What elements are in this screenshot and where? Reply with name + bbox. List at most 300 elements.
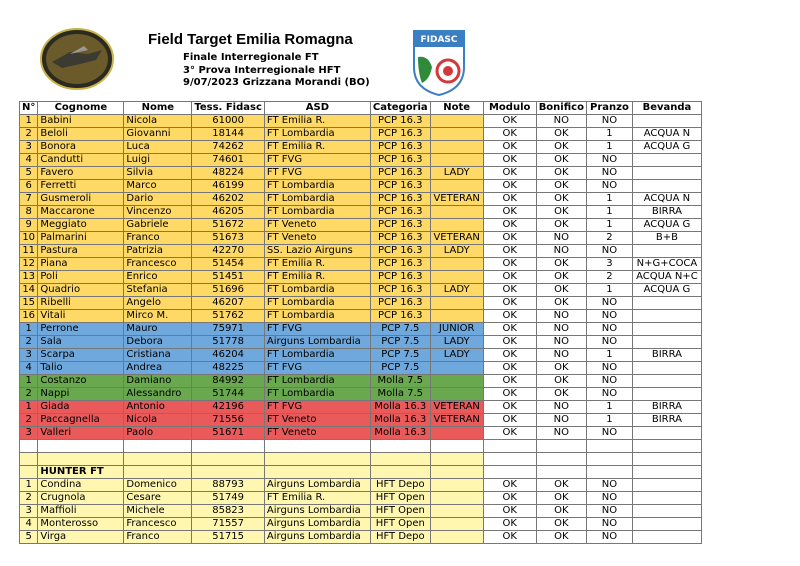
cell-drink: BIRRA xyxy=(632,401,701,414)
cell-number: 8 xyxy=(20,206,38,219)
cell-category: PCP 16.3 xyxy=(370,284,430,297)
cell-name: Angelo xyxy=(124,297,192,310)
cell-category: PCP 16.3 xyxy=(370,128,430,141)
cell-number xyxy=(20,466,38,479)
cell-category: PCP 16.3 xyxy=(370,115,430,128)
cell-number: 7 xyxy=(20,193,38,206)
cell-card: 48224 xyxy=(192,167,265,180)
cell-number: 9 xyxy=(20,219,38,232)
cell-payment: OK xyxy=(536,531,586,544)
cell-payment: OK xyxy=(536,128,586,141)
cell-form: OK xyxy=(483,128,536,141)
cell-drink xyxy=(632,336,701,349)
cell-card: 51749 xyxy=(192,492,265,505)
cell-drink: ACQUA N xyxy=(632,193,701,206)
cell-drink xyxy=(632,180,701,193)
cell-note: VETERAN xyxy=(430,414,483,427)
cell-club: FT FVG xyxy=(264,323,370,336)
cell-note xyxy=(430,375,483,388)
cell-drink xyxy=(632,323,701,336)
cell-category: PCP 16.3 xyxy=(370,206,430,219)
cell-form: OK xyxy=(483,310,536,323)
cell-category: PCP 7.5 xyxy=(370,362,430,375)
cell-number: 1 xyxy=(20,479,38,492)
cell-surname: Perrone xyxy=(38,323,124,336)
cell-number: 2 xyxy=(20,492,38,505)
cell-note xyxy=(430,466,483,479)
cell-lunch: 1 xyxy=(586,128,632,141)
cell-category: PCP 16.3 xyxy=(370,180,430,193)
cell-surname: Sala xyxy=(38,336,124,349)
cell-note xyxy=(430,505,483,518)
cell-drink xyxy=(632,466,701,479)
cell-payment: OK xyxy=(536,388,586,401)
cell-club: FT Lombardia xyxy=(264,180,370,193)
cell-surname: Favero xyxy=(38,167,124,180)
cell-form: OK xyxy=(483,518,536,531)
cell-number: 13 xyxy=(20,271,38,284)
cell-payment: OK xyxy=(536,271,586,284)
cell-note xyxy=(430,128,483,141)
cell-number: 4 xyxy=(20,154,38,167)
cell-lunch: 1 xyxy=(586,141,632,154)
cell-note xyxy=(430,453,483,466)
cell-drink xyxy=(632,362,701,375)
cell-lunch xyxy=(586,440,632,453)
cell-name: Franco xyxy=(124,232,192,245)
cell-note: LADY xyxy=(430,349,483,362)
cell-number: 3 xyxy=(20,141,38,154)
cell-drink: BIRRA xyxy=(632,349,701,362)
cell-payment: NO xyxy=(536,427,586,440)
cell-category: PCP 16.3 xyxy=(370,219,430,232)
cell-note xyxy=(430,388,483,401)
cell-lunch: 1 xyxy=(586,284,632,297)
cell-surname: Maffioli xyxy=(38,505,124,518)
cell-card: 71557 xyxy=(192,518,265,531)
cell-name: Mirco M. xyxy=(124,310,192,323)
cell-lunch: NO xyxy=(586,479,632,492)
cell-number: 4 xyxy=(20,518,38,531)
cell-form: OK xyxy=(483,362,536,375)
cell-number xyxy=(20,440,38,453)
cell-name xyxy=(124,440,192,453)
cell-lunch: 1 xyxy=(586,206,632,219)
cell-surname: Monterosso xyxy=(38,518,124,531)
cell-category: PCP 16.3 xyxy=(370,297,430,310)
cell-category: HFT Open xyxy=(370,518,430,531)
cell-drink xyxy=(632,167,701,180)
cell-note xyxy=(430,206,483,219)
cell-name: Mauro xyxy=(124,323,192,336)
cell-lunch: NO xyxy=(586,375,632,388)
cell-club: FT FVG xyxy=(264,167,370,180)
cell-form: OK xyxy=(483,323,536,336)
cell-card: 51673 xyxy=(192,232,265,245)
cell-payment: OK xyxy=(536,505,586,518)
cell-note: VETERAN xyxy=(430,193,483,206)
cell-name: Andrea xyxy=(124,362,192,375)
cell-surname: Ferretti xyxy=(38,180,124,193)
table-row xyxy=(20,336,702,349)
cell-surname: Maccarone xyxy=(38,206,124,219)
cell-note xyxy=(430,310,483,323)
cell-name: Stefania xyxy=(124,284,192,297)
cell-card: 42196 xyxy=(192,401,265,414)
col-header-surname: Cognome xyxy=(38,102,124,115)
cell-card: 88793 xyxy=(192,479,265,492)
table-row xyxy=(20,258,702,271)
table-row xyxy=(20,154,702,167)
cell-number: 5 xyxy=(20,531,38,544)
table-row xyxy=(20,440,702,453)
cell-form: OK xyxy=(483,219,536,232)
cell-drink xyxy=(632,453,701,466)
cell-surname: Gusmeroli xyxy=(38,193,124,206)
table-row xyxy=(20,479,702,492)
table-row xyxy=(20,297,702,310)
table-row xyxy=(20,375,702,388)
cell-club: Airguns Lombardia xyxy=(264,479,370,492)
cell-form: OK xyxy=(483,271,536,284)
cell-category: Molla 16.3 xyxy=(370,401,430,414)
cell-payment: OK xyxy=(536,518,586,531)
cell-note xyxy=(430,154,483,167)
cell-name: Nicola xyxy=(124,115,192,128)
cell-category: PCP 16.3 xyxy=(370,193,430,206)
cell-club: Airguns Lombardia xyxy=(264,336,370,349)
cell-card: 51671 xyxy=(192,427,265,440)
cell-name: Debora xyxy=(124,336,192,349)
cell-name: Patrizia xyxy=(124,245,192,258)
cell-category xyxy=(370,466,430,479)
cell-lunch: 1 xyxy=(586,219,632,232)
cell-lunch: 1 xyxy=(586,193,632,206)
cell-drink: ACQUA G xyxy=(632,141,701,154)
club-logo-icon xyxy=(40,28,114,90)
cell-card: 51451 xyxy=(192,271,265,284)
cell-card: 18144 xyxy=(192,128,265,141)
cell-club: FT Lombardia xyxy=(264,297,370,310)
cell-payment: OK xyxy=(536,180,586,193)
cell-lunch: 2 xyxy=(586,271,632,284)
cell-drink: N+G+COCA xyxy=(632,258,701,271)
table-row xyxy=(20,219,702,232)
cell-drink xyxy=(632,297,701,310)
cell-card: 61000 xyxy=(192,115,265,128)
cell-drink: BIRRA xyxy=(632,206,701,219)
cell-drink xyxy=(632,518,701,531)
cell-name: Paolo xyxy=(124,427,192,440)
cell-lunch: NO xyxy=(586,531,632,544)
cell-club: FT Veneto xyxy=(264,232,370,245)
cell-drink: ACQUA N xyxy=(632,128,701,141)
cell-surname: Ribelli xyxy=(38,297,124,310)
cell-name: Franco xyxy=(124,531,192,544)
table-row xyxy=(20,401,702,414)
cell-form: OK xyxy=(483,375,536,388)
cell-number: 16 xyxy=(20,310,38,323)
cell-lunch: NO xyxy=(586,518,632,531)
cell-lunch: 1 xyxy=(586,414,632,427)
col-header-number: N° xyxy=(20,102,38,115)
cell-number: 5 xyxy=(20,167,38,180)
cell-name: Antonio xyxy=(124,401,192,414)
cell-surname: Babini xyxy=(38,115,124,128)
cell-note xyxy=(430,531,483,544)
cell-payment: OK xyxy=(536,193,586,206)
cell-card: 74601 xyxy=(192,154,265,167)
table-body xyxy=(20,115,702,544)
cell-payment: NO xyxy=(536,349,586,362)
cell-drink: B+B xyxy=(632,232,701,245)
cell-number: 14 xyxy=(20,284,38,297)
cell-name: Luca xyxy=(124,141,192,154)
cell-club: FT Lombardia xyxy=(264,193,370,206)
table-row xyxy=(20,466,702,479)
cell-card: 46207 xyxy=(192,297,265,310)
cell-note: JUNIOR xyxy=(430,323,483,336)
cell-category: PCP 16.3 xyxy=(370,310,430,323)
cell-card: 48225 xyxy=(192,362,265,375)
cell-form xyxy=(483,453,536,466)
cell-lunch: NO xyxy=(586,297,632,310)
cell-payment: OK xyxy=(536,167,586,180)
cell-category: Molla 16.3 xyxy=(370,414,430,427)
cell-name: Silvia xyxy=(124,167,192,180)
cell-name: Luigi xyxy=(124,154,192,167)
cell-category: HFT Depo xyxy=(370,479,430,492)
table-row xyxy=(20,492,702,505)
cell-form: OK xyxy=(483,141,536,154)
col-header-club: ASD xyxy=(264,102,370,115)
cell-club: Airguns Lombardia xyxy=(264,518,370,531)
cell-card: 51778 xyxy=(192,336,265,349)
cell-note xyxy=(430,492,483,505)
cell-category: HFT Open xyxy=(370,492,430,505)
cell-note xyxy=(430,115,483,128)
cell-category: PCP 7.5 xyxy=(370,323,430,336)
cell-club: FT FVG xyxy=(264,401,370,414)
cell-surname: Candutti xyxy=(38,154,124,167)
table-row xyxy=(20,180,702,193)
cell-number: 2 xyxy=(20,414,38,427)
cell-club xyxy=(264,466,370,479)
cell-lunch: NO xyxy=(586,336,632,349)
cell-category: Molla 7.5 xyxy=(370,375,430,388)
cell-category xyxy=(370,440,430,453)
col-header-form: Modulo xyxy=(483,102,536,115)
cell-form: OK xyxy=(483,492,536,505)
table-row xyxy=(20,206,702,219)
cell-club: FT Lombardia xyxy=(264,206,370,219)
cell-category: PCP 16.3 xyxy=(370,245,430,258)
col-header-drink: Bevanda xyxy=(632,102,701,115)
cell-card: 46202 xyxy=(192,193,265,206)
table-row xyxy=(20,453,702,466)
cell-note xyxy=(430,258,483,271)
table-row xyxy=(20,310,702,323)
subtitle-date-location: 9/07/2023 Grizzana Morandi (BO) xyxy=(183,77,370,88)
cell-payment: OK xyxy=(536,219,586,232)
cell-note: LADY xyxy=(430,167,483,180)
table-row xyxy=(20,531,702,544)
cell-category: PCP 16.3 xyxy=(370,232,430,245)
cell-drink: ACQUA N+C xyxy=(632,271,701,284)
cell-surname: Vitali xyxy=(38,310,124,323)
cell-form: OK xyxy=(483,349,536,362)
cell-surname: Palmarini xyxy=(38,232,124,245)
table-row xyxy=(20,193,702,206)
cell-payment xyxy=(536,453,586,466)
cell-payment: NO xyxy=(536,310,586,323)
cell-form: OK xyxy=(483,167,536,180)
cell-payment: OK xyxy=(536,141,586,154)
cell-club: FT Lombardia xyxy=(264,375,370,388)
cell-club: Airguns Lombardia xyxy=(264,531,370,544)
table-row xyxy=(20,518,702,531)
cell-number: 11 xyxy=(20,245,38,258)
cell-name xyxy=(124,453,192,466)
cell-surname: Piana xyxy=(38,258,124,271)
col-header-payment: Bonifico xyxy=(536,102,586,115)
table-row xyxy=(20,232,702,245)
cell-payment: OK xyxy=(536,375,586,388)
cell-drink: ACQUA G xyxy=(632,219,701,232)
cell-form: OK xyxy=(483,414,536,427)
cell-lunch: 1 xyxy=(586,401,632,414)
cell-number: 3 xyxy=(20,505,38,518)
cell-card: 51672 xyxy=(192,219,265,232)
cell-payment xyxy=(536,466,586,479)
cell-note xyxy=(430,440,483,453)
cell-drink xyxy=(632,492,701,505)
table-row xyxy=(20,414,702,427)
cell-payment: OK xyxy=(536,297,586,310)
cell-number: 1 xyxy=(20,401,38,414)
cell-club: FT Lombardia xyxy=(264,128,370,141)
cell-lunch: NO xyxy=(586,245,632,258)
cell-card: 85823 xyxy=(192,505,265,518)
cell-drink xyxy=(632,375,701,388)
cell-card: 46204 xyxy=(192,349,265,362)
cell-drink: BIRRA xyxy=(632,414,701,427)
cell-form: OK xyxy=(483,401,536,414)
cell-note xyxy=(430,479,483,492)
cell-club: FT Emilia R. xyxy=(264,115,370,128)
cell-form: OK xyxy=(483,479,536,492)
cell-note: LADY xyxy=(430,245,483,258)
cell-lunch: NO xyxy=(586,154,632,167)
cell-payment: NO xyxy=(536,245,586,258)
cell-name: Domenico xyxy=(124,479,192,492)
cell-club: Airguns Lombardia xyxy=(264,505,370,518)
cell-note xyxy=(430,518,483,531)
cell-card: 51744 xyxy=(192,388,265,401)
cell-form: OK xyxy=(483,180,536,193)
table-row xyxy=(20,167,702,180)
cell-drink xyxy=(632,531,701,544)
cell-lunch: NO xyxy=(586,180,632,193)
table-row xyxy=(20,362,702,375)
cell-payment: NO xyxy=(536,401,586,414)
cell-category: Molla 16.3 xyxy=(370,427,430,440)
cell-club: FT Emilia R. xyxy=(264,141,370,154)
cell-name: Marco xyxy=(124,180,192,193)
cell-surname: Bonora xyxy=(38,141,124,154)
cell-category: HFT Open xyxy=(370,505,430,518)
cell-drink xyxy=(632,154,701,167)
col-header-lunch: Pranzo xyxy=(586,102,632,115)
cell-club: FT Veneto xyxy=(264,414,370,427)
cell-note xyxy=(430,180,483,193)
cell-payment: OK xyxy=(536,492,586,505)
cell-lunch: NO xyxy=(586,167,632,180)
cell-club: FT Veneto xyxy=(264,427,370,440)
cell-card: 74262 xyxy=(192,141,265,154)
cell-number: 1 xyxy=(20,375,38,388)
cell-surname: Meggiato xyxy=(38,219,124,232)
cell-number: 6 xyxy=(20,180,38,193)
subtitle-event: 3° Prova Interregionale HFT xyxy=(183,65,341,76)
table-row xyxy=(20,427,702,440)
cell-payment: OK xyxy=(536,479,586,492)
cell-note xyxy=(430,141,483,154)
cell-number: 12 xyxy=(20,258,38,271)
cell-payment: OK xyxy=(536,154,586,167)
cell-note: LADY xyxy=(430,336,483,349)
cell-number: 1 xyxy=(20,323,38,336)
cell-lunch: NO xyxy=(586,492,632,505)
cell-category: PCP 16.3 xyxy=(370,141,430,154)
cell-name: Michele xyxy=(124,505,192,518)
cell-payment: NO xyxy=(536,323,586,336)
cell-payment xyxy=(536,440,586,453)
cell-category: PCP 16.3 xyxy=(370,154,430,167)
cell-payment: NO xyxy=(536,115,586,128)
cell-form: OK xyxy=(483,388,536,401)
cell-payment: NO xyxy=(536,232,586,245)
cell-lunch: NO xyxy=(586,323,632,336)
cell-note xyxy=(430,271,483,284)
cell-club xyxy=(264,440,370,453)
fidasc-logo-icon xyxy=(410,27,468,97)
cell-form xyxy=(483,466,536,479)
cell-surname: Paccagnella xyxy=(38,414,124,427)
cell-payment: OK xyxy=(536,362,586,375)
cell-note: VETERAN xyxy=(430,232,483,245)
cell-card xyxy=(192,453,265,466)
cell-number: 1 xyxy=(20,115,38,128)
cell-category: PCP 7.5 xyxy=(370,336,430,349)
cell-lunch: NO xyxy=(586,115,632,128)
cell-category: PCP 16.3 xyxy=(370,167,430,180)
page-title: Field Target Emilia Romagna xyxy=(148,31,353,48)
cell-club: FT Veneto xyxy=(264,219,370,232)
col-header-note: Note xyxy=(430,102,483,115)
table-header-row xyxy=(20,102,702,115)
cell-surname xyxy=(38,453,124,466)
cell-payment: OK xyxy=(536,258,586,271)
cell-card xyxy=(192,440,265,453)
cell-name: Francesco xyxy=(124,258,192,271)
cell-name: Nicola xyxy=(124,414,192,427)
cell-card: 46199 xyxy=(192,180,265,193)
cell-form: OK xyxy=(483,245,536,258)
cell-number: 10 xyxy=(20,232,38,245)
cell-lunch: 3 xyxy=(586,258,632,271)
cell-surname: Talio xyxy=(38,362,124,375)
